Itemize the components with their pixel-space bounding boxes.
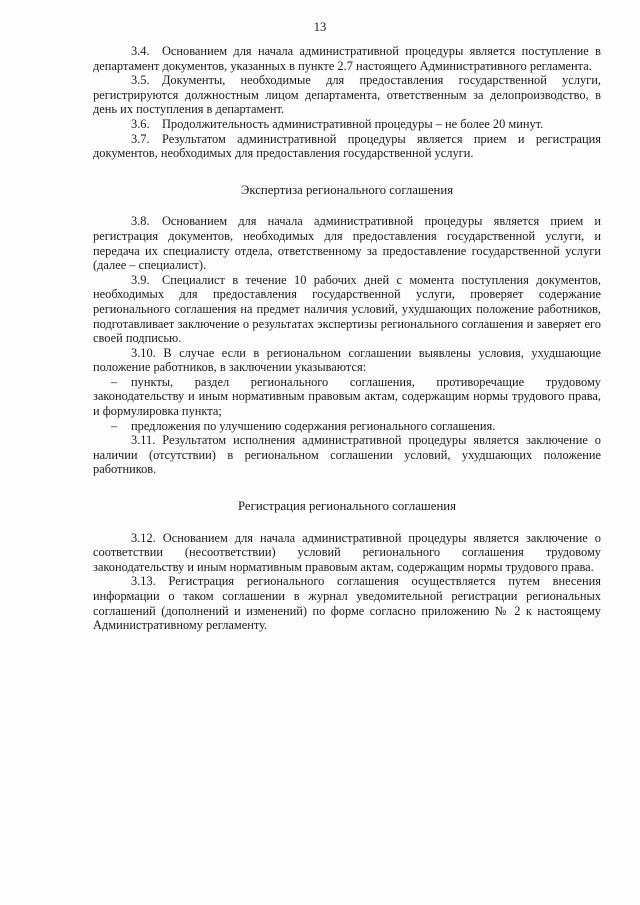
document-body (93, 44, 601, 633)
section-heading-registration: Регистрация регионального соглашения (237, 499, 457, 514)
dash-list-item (93, 419, 601, 434)
dash-item-text: пункты, раздел регионального соглашения, противоречащие трудовому законодательству и иным нормативным правовым актам, содержащим нормы трудового права, и формулировка пункта; (93, 374, 601, 419)
paragraph-3-4: 3.4. Основанием для начала административной процедуры является поступление в департамент документов, указанных в пункте 2.7 настоящего Административного регламента. (93, 44, 601, 73)
paragraph-3-6: 3.6. Продолжительность административной процедуры – не более 20 минут. (131, 116, 544, 131)
paragraph-3-12: 3.12. Основанием для начала административной процедуры является заключение о соответствии (несоответствии) условий регионального соглашения трудовому законодательству и иным нормативным правовым актам, содержащим нормы трудового права. (93, 530, 601, 574)
paragraph-3-11: 3.11. Результатом исполнения административной процедуры является заключение о наличии (отсутствии) в региональном соглашении условий, ухудшающих положение работников. (93, 433, 601, 477)
paragraph-3-9: 3.9. Специалист в течение 10 рабочих дней с момента поступления документов, необходимых для предоставления государственной услуги, проверяет содержание регионального соглашения на предмет наличия условий, ухудшающих положение работников, подготавливает заключение о результатах экспертизы регионального соглашения и заверяет его своей подписью. (93, 272, 601, 346)
dash-item-text: предложения по улучшению содержания регионального соглашения. (131, 418, 496, 433)
section-heading-expertise: Экспертиза регионального соглашения (240, 182, 454, 197)
paragraph-3-13: 3.13. Регистрация регионального соглашения осуществляется путем внесения информации о таком соглашении в журнал уведомительной регистрации региональных соглашений (дополнений и изменений) по форме согласно приложению № 2 к настоящему Административному регламенту. (93, 574, 601, 633)
paragraph-3-10: 3.10. В случае если в региональном соглашении выявлены условия, ухудшающие положение работников, в заключении указываются: (93, 345, 601, 375)
dash-mark: – (111, 418, 118, 433)
paragraph-3-7: 3.7. Результатом административной процедуры является прием и регистрация документов, необходимых для предоставления государственной услуги. (93, 131, 601, 161)
dash-mark: – (111, 374, 118, 389)
dash-list-item (93, 375, 601, 419)
page-number: 13 (313, 20, 327, 34)
paragraph-3-5: 3.5. Документы, необходимые для предоставления государственной услуги, регистрируются должностным лицом департамента, ответственным за делопроизводство, в день их поступления в департамент. (93, 73, 601, 117)
paragraph-3-8: 3.8. Основанием для начала административной процедуры является прием и регистрация документов, необходимых для предоставления государственной услуги, и передача их специалисту отдела, ответственному за предоставление государственной услуги (далее – специалист). (93, 214, 601, 273)
